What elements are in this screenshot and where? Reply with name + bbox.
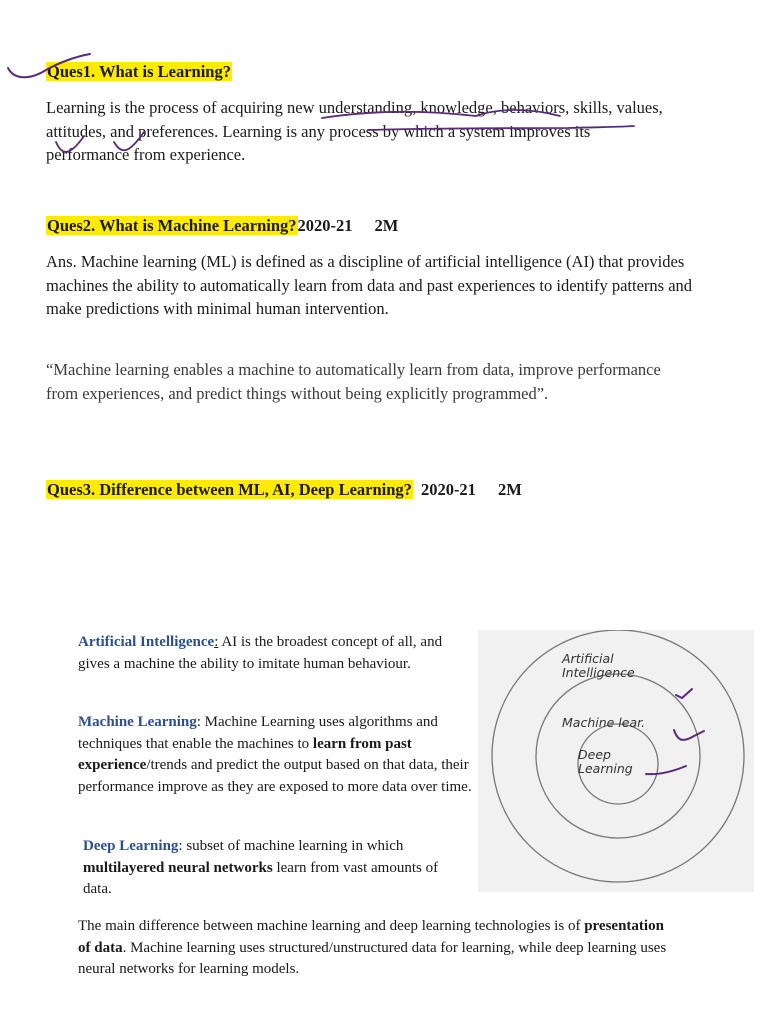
check-mark-icon — [114, 132, 144, 150]
ml-dl-difference — [78, 916, 678, 981]
dl-bold: multilayered neural networks — [83, 859, 273, 876]
q1-answer: Learning is the process of acquiring new understanding, knowledge, behaviors, skills, values, attitudes, and preferences. Learning is any process by which a system improves its performance from experience. — [46, 98, 663, 164]
dl-text-1: : subset of machine learning in which — [178, 838, 404, 854]
ai-ml-dl-circles-figure — [478, 630, 754, 892]
q3-heading-text: Ques3. Difference between ML, AI, Deep Learning? — [47, 480, 412, 499]
ml-text-1: : Machine Learning uses algorithms and techniques that enable the machines to — [78, 714, 438, 752]
pointer-stroke — [646, 766, 686, 774]
q1-heading-text: Ques1. What is Learning? — [47, 62, 231, 81]
ml-text-2: /trends and predict the output based on that data, their performance improve as they are exposed to more data over time. — [78, 757, 472, 795]
diff-bold: presentation of data — [78, 918, 664, 956]
dl-text-2: learn from vast amounts of data. — [83, 859, 439, 897]
q2-quote: “Machine learning enables a machine to automatically learn from data, improve performance from experiences, and predict things without being explicitly programmed”. — [46, 360, 661, 403]
inner-label-line2: Learning — [578, 761, 633, 776]
ai-colon: : — [214, 634, 219, 650]
outer-label-line2: Intelligence — [562, 665, 635, 680]
q2-heading-text: Ques2. What is Machine Learning? — [47, 216, 297, 235]
inner-label — [578, 748, 633, 776]
check-mark-icon — [676, 689, 692, 698]
ml-definition — [78, 712, 473, 798]
diff-text-2: . Machine learning uses structured/unstructured data for learning, while deep learning uses neural networks for learning models. — [78, 939, 667, 977]
middle-label: Machine lear. — [562, 715, 646, 730]
underline-stroke — [322, 112, 476, 118]
outer-label — [562, 652, 635, 680]
q2-year: 2020-21 — [297, 216, 353, 235]
diff-text-1: The main difference between machine learning and deep learning technologies is of — [78, 918, 585, 934]
dl-definition — [83, 836, 458, 901]
check-mark-icon — [8, 54, 90, 77]
q2-marks: 2M — [374, 216, 399, 235]
ml-bold: learn from past experience — [78, 735, 412, 773]
q3-year: 2020-21 — [420, 480, 476, 499]
strikethrough-stroke — [368, 126, 634, 130]
ai-definition — [78, 632, 473, 675]
ink-annotations — [0, 0, 768, 200]
q3-heading — [46, 480, 522, 500]
outer-label-line1: Artificial — [562, 651, 614, 666]
q3-marks: 2M — [497, 480, 522, 499]
q2-heading — [46, 216, 398, 236]
ai-term: Artificial Intelligence — [78, 634, 215, 650]
check-mark-icon — [674, 730, 704, 740]
check-mark-icon — [56, 136, 84, 152]
dl-term: Deep Learning — [83, 838, 179, 854]
ai-text: AI is the broadest concept of all, and gives a machine the ability to imitate human behaviour. — [78, 634, 443, 672]
q2-answer: Ans. Machine learning (ML) is defined as a discipline of artificial intelligence (AI) that provides machines the ability to automatically learn from data and past experiences to identify patterns and make predictions with minimal human intervention. — [46, 252, 693, 318]
inner-label-line1: Deep — [578, 747, 611, 762]
underline-stroke — [476, 110, 560, 116]
ml-term: Machine Learning — [78, 714, 197, 730]
